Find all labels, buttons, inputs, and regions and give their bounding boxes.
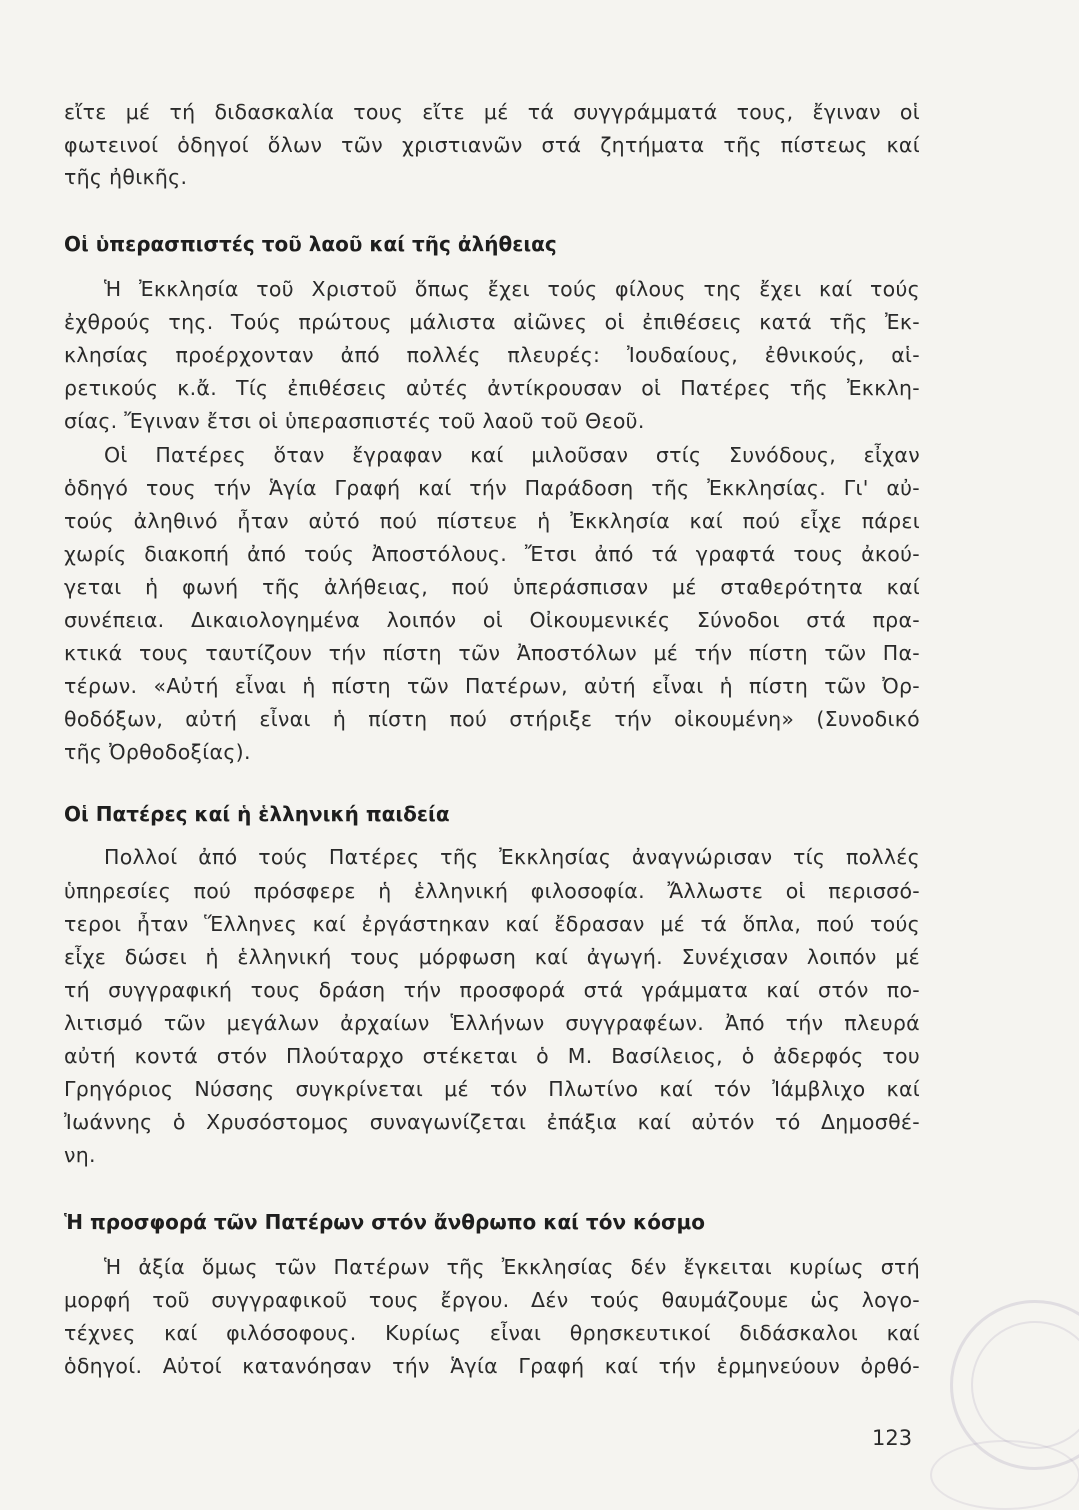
paragraph-line: ὁδηγό τους τήν Ἁγία Γραφή καί τήν Παράδοση τῆς Ἐκκλησίας. Γι' αὐ- <box>64 476 920 500</box>
paragraph-line: ὑπηρεσίες πού πρόσφερε ἡ ἑλληνική φιλοσοφία. Ἄλλωστε οἱ περισσό- <box>64 879 920 903</box>
paragraph-line: τέρων. «Αὐτή εἶναι ἡ πίστη τῶν Πατέρων, αὐτή εἶναι ἡ πίστη τῶν Ὀρ- <box>64 674 920 698</box>
paragraph-line: Γρηγόριος Νύσσης συγκρίνεται μέ τόν Πλωτίνο καί τόν Ἰάμβλιχο καί <box>64 1077 920 1101</box>
library-stamp-inner-ring <box>971 1321 1079 1449</box>
paragraph-line: λιτισμό τῶν μεγάλων ἀρχαίων Ἑλλήνων συγγραφέων. Ἀπό τήν πλευρά <box>64 1011 920 1035</box>
paragraph-line: Πολλοί ἀπό τούς Πατέρες τῆς Ἐκκλησίας ἀναγνώρισαν τίς πολλές <box>104 845 920 869</box>
page-number: 123 <box>872 1426 913 1450</box>
paragraph-line: εἶχε δώσει ἡ ἑλληνική τους μόρφωση καί ἀγωγή. Συνέχισαν λοιπόν μέ <box>64 945 920 969</box>
paragraph-line: τή συγγραφική τους δράση τήν προσφορά στά γράμματα καί στόν πο- <box>64 978 920 1002</box>
section-heading-defenders: Οἱ ὑπερασπιστές τοῦ λαοῦ καί τῆς ἀλήθειας <box>64 232 557 256</box>
paragraph-line: Οἱ Πατέρες ὅταν ἔγραφαν καί μιλοῦσαν στίς Συνόδους, εἶχαν <box>104 443 920 467</box>
section-heading-contribution: Ἡ προσφορά τῶν Πατέρων στόν ἄνθρωπο καί τόν κόσμο <box>64 1210 706 1234</box>
paragraph-line: μορφή τοῦ συγγραφικοῦ τους ἔργου. Δέν τούς θαυμάζουμε ὡς λογο- <box>64 1288 920 1312</box>
paragraph-line: τούς ἀληθινό ἦταν αὐτό πού πίστευε ἡ Ἐκκλησία καί πού εἶχε πάρει <box>64 509 920 533</box>
paragraph-line: αὐτή κοντά στόν Πλούταρχο στέκεται ὁ Μ. Βασίλειος, ὁ ἀδερφός του <box>64 1044 920 1068</box>
section-heading-greek-education: Οἱ Πατέρες καί ἡ ἑλληνική παιδεία <box>64 802 450 826</box>
paragraph-line: νη. <box>64 1143 96 1167</box>
paragraph-line: Ἡ ἀξία ὅμως τῶν Πατέρων τῆς Ἐκκλησίας δέν ἔγκειται κυρίως στή <box>104 1255 920 1279</box>
paragraph-line: ὁδηγοί. Αὐτοί κατανόησαν τήν Ἁγία Γραφή καί τήν ἑρμηνεύουν ὀρθό- <box>64 1354 920 1378</box>
paragraph-line: ρετικούς κ.ἄ. Τίς ἐπιθέσεις αὐτές ἀντίκρουσαν οἱ Πατέρες τῆς Ἐκκλη- <box>64 376 920 400</box>
paragraph-line: σίας. Ἔγιναν ἔτσι οἱ ὑπερασπιστές τοῦ λαοῦ τοῦ Θεοῦ. <box>64 409 645 433</box>
intro-line-1: εἴτε μέ τή διδασκαλία τους εἴτε μέ τά συγγράμματά τους, ἔγιναν οἱ <box>64 100 920 124</box>
paragraph-line: τῆς Ὀρθοδοξίας). <box>64 740 251 764</box>
paragraph-line: χωρίς διακοπή ἀπό τούς Ἀποστόλους. Ἔτσι ἀπό τά γραφτά τους ἀκού- <box>64 542 920 566</box>
paragraph-line: Ἰωάννης ὁ Χρυσόστομος συναγωνίζεται ἐπάξια καί αὐτόν τό Δημοσθέ- <box>64 1110 920 1134</box>
paragraph-line: κλησίας προέρχονταν ἀπό πολλές πλευρές: Ἰουδαίους, ἐθνικούς, αἱ- <box>64 343 920 367</box>
paragraph-line: τέχνες καί φιλόσοφους. Κυρίως εἶναι θρησκευτικοί διδάσκαλοι καί <box>64 1321 920 1345</box>
paragraph-line: ἐχθρούς της. Τούς πρώτους μάλιστα αἰῶνες οἱ ἐπιθέσεις κατά τῆς Ἐκ- <box>64 310 920 334</box>
paragraph-line: συνέπεια. Δικαιολογημένα λοιπόν οἱ Οἰκουμενικές Σύνοδοι στά πρα- <box>64 608 920 632</box>
intro-line-2: φωτεινοί ὁδηγοί ὅλων τῶν χριστιανῶν στά ζητήματα τῆς πίστεως καί <box>64 133 920 157</box>
paragraph-line: κτικά τους ταυτίζουν τήν πίστη τῶν Ἀποστόλων μέ τήν πίστη τῶν Πα- <box>64 641 920 665</box>
paragraph-line: γεται ἡ φωνή τῆς ἀλήθειας, πού ὑπεράσπισαν μέ σταθερότητα καί <box>64 575 920 599</box>
paragraph-line: τεροι ἦταν Ἕλληνες καί ἐργάστηκαν καί ἔδρασαν μέ τά ὅπλα, πού τούς <box>64 912 920 936</box>
intro-line-3: τῆς ἠθικῆς. <box>64 165 188 189</box>
paragraph-line: Ἡ Ἐκκλησία τοῦ Χριστοῦ ὅπως ἔχει τούς φίλους της ἔχει καί τούς <box>104 277 920 301</box>
paragraph-line: θοδόξων, αὐτή εἶναι ἡ πίστη πού στήριξε τήν οἰκουμένη» (Συνοδικό <box>64 707 920 731</box>
